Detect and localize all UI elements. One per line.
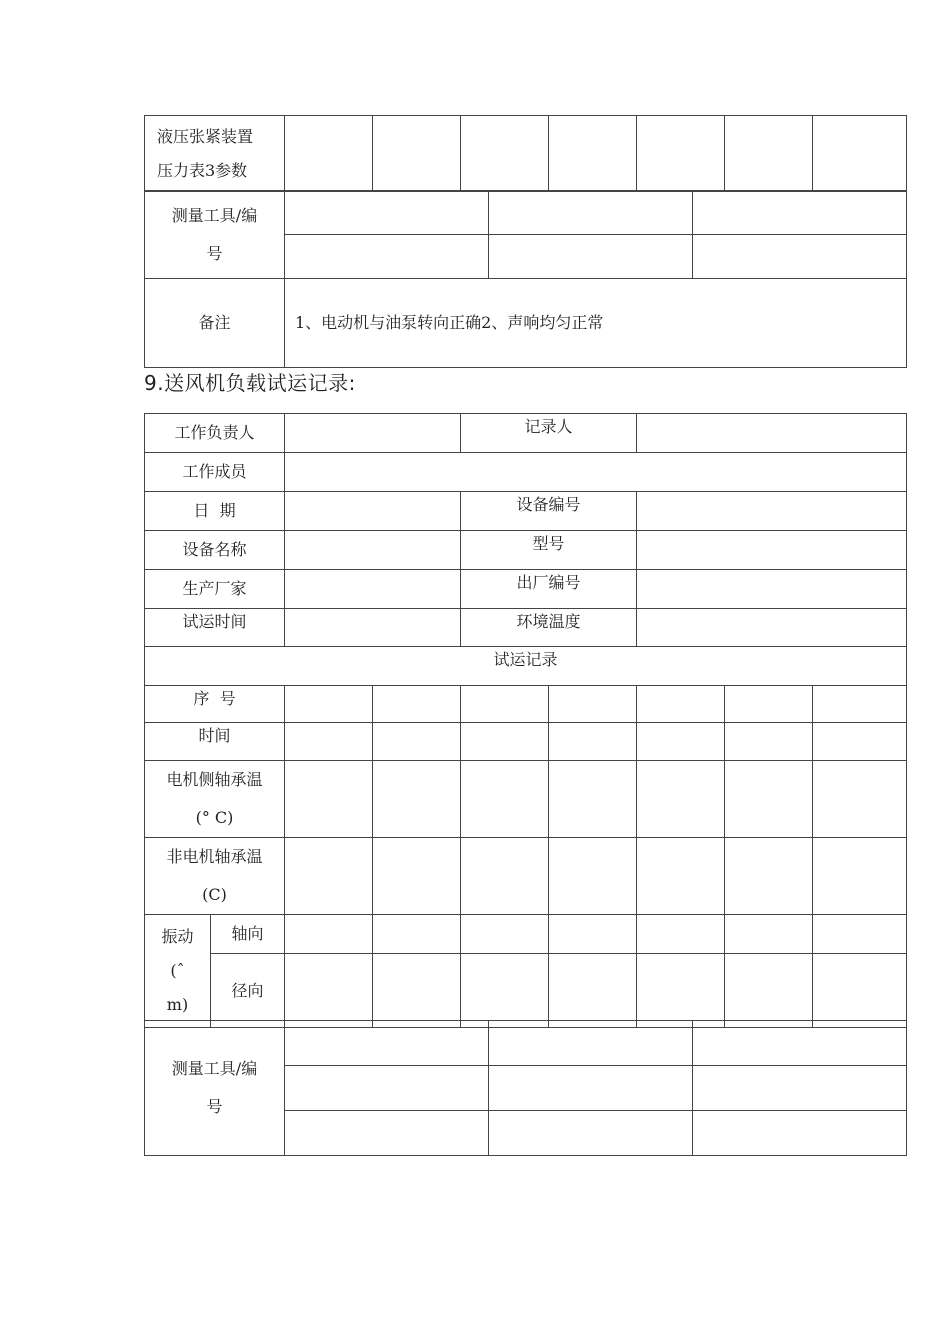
fan-tools-table — [144, 1020, 907, 1156]
recorder-value[interactable] — [637, 414, 907, 453]
tools-cell[interactable] — [489, 191, 693, 235]
test-record-heading: 试运记录 — [145, 647, 907, 686]
fan-measuring-tools-label: 测量工具/编 号 — [145, 1021, 285, 1156]
model-label: 型号 — [461, 531, 637, 570]
test-time-label: 试运时间 — [145, 609, 285, 647]
manufacturer-value[interactable] — [285, 570, 461, 609]
axial-cell[interactable] — [725, 915, 813, 954]
motor-temp-cell[interactable] — [373, 761, 461, 838]
serial-cell[interactable] — [461, 686, 549, 723]
motor-bearing-temp-label: 电机侧轴承温 (° C) — [145, 761, 285, 838]
fan-tools-cell[interactable] — [285, 1021, 489, 1066]
gauge-cell[interactable] — [373, 116, 461, 192]
motor-temp-cell[interactable] — [461, 761, 549, 838]
time-cell[interactable] — [725, 723, 813, 761]
fan-tools-cell[interactable] — [693, 1111, 907, 1156]
serial-cell[interactable] — [725, 686, 813, 723]
time-cell[interactable] — [285, 723, 373, 761]
nonmotor-temp-cell[interactable] — [725, 838, 813, 915]
equipment-no-label: 设备编号 — [461, 492, 637, 531]
fan-tools-cell[interactable] — [285, 1111, 489, 1156]
time-cell[interactable] — [637, 723, 725, 761]
radial-cell[interactable] — [461, 954, 549, 1028]
axial-cell[interactable] — [285, 915, 373, 954]
gauge-cell[interactable] — [637, 116, 725, 192]
radial-cell[interactable] — [285, 954, 373, 1028]
tools-cell[interactable] — [693, 191, 907, 235]
work-members-label: 工作成员 — [145, 453, 285, 492]
pump-tools-table — [144, 190, 907, 368]
radial-cell[interactable] — [373, 954, 461, 1028]
gauge-cell[interactable] — [461, 116, 549, 192]
gauge-cell[interactable] — [813, 116, 907, 192]
serial-cell[interactable] — [813, 686, 907, 723]
factory-no-label: 出厂编号 — [461, 570, 637, 609]
fan-tools-cell[interactable] — [285, 1066, 489, 1111]
date-value[interactable] — [285, 492, 461, 531]
non-motor-bearing-temp-label: 非电机轴承温 (C) — [145, 838, 285, 915]
tools-cell[interactable] — [285, 191, 489, 235]
test-time-value[interactable] — [285, 609, 461, 647]
nonmotor-temp-cell[interactable] — [813, 838, 907, 915]
gauge-cell[interactable] — [725, 116, 813, 192]
recorder-label: 记录人 — [461, 414, 637, 453]
tools-cell[interactable] — [285, 235, 489, 279]
equipment-no-value[interactable] — [637, 492, 907, 531]
time-cell[interactable] — [461, 723, 549, 761]
motor-temp-cell[interactable] — [637, 761, 725, 838]
serial-no-label: 序 号 — [145, 686, 285, 723]
axial-label: 轴向 — [211, 915, 285, 954]
radial-label: 径向 — [211, 954, 285, 1028]
remarks-text: 1、电动机与油泵转向正确2、声响均匀正常 — [285, 279, 907, 368]
serial-cell[interactable] — [637, 686, 725, 723]
manufacturer-label: 生产厂家 — [145, 570, 285, 609]
vibration-label: 振动 (ˆ m) — [145, 915, 211, 1028]
axial-cell[interactable] — [461, 915, 549, 954]
motor-temp-cell[interactable] — [813, 761, 907, 838]
nonmotor-temp-cell[interactable] — [373, 838, 461, 915]
hydraulic-gauge-label: 液压张紧装置 压力表3参数 — [145, 116, 285, 192]
time-cell[interactable] — [813, 723, 907, 761]
pump-parameters-table — [144, 115, 907, 192]
work-members-value[interactable] — [285, 453, 907, 492]
motor-temp-cell[interactable] — [725, 761, 813, 838]
fan-tools-cell[interactable] — [489, 1111, 693, 1156]
nonmotor-temp-cell[interactable] — [461, 838, 549, 915]
ambient-temp-label: 环境温度 — [461, 609, 637, 647]
factory-no-value[interactable] — [637, 570, 907, 609]
motor-temp-cell[interactable] — [549, 761, 637, 838]
radial-cell[interactable] — [549, 954, 637, 1028]
fan-tools-cell[interactable] — [693, 1066, 907, 1111]
section-title: 9.送风机负载试运记录: — [144, 371, 356, 395]
time-cell[interactable] — [373, 723, 461, 761]
radial-cell[interactable] — [813, 954, 907, 1028]
work-leader-label: 工作负责人 — [145, 414, 285, 453]
fan-load-test-table — [144, 413, 907, 1028]
motor-temp-cell[interactable] — [285, 761, 373, 838]
axial-cell[interactable] — [549, 915, 637, 954]
time-label: 时间 — [145, 723, 285, 761]
fan-tools-cell[interactable] — [693, 1021, 907, 1066]
serial-cell[interactable] — [549, 686, 637, 723]
date-label: 日 期 — [145, 492, 285, 531]
equipment-name-value[interactable] — [285, 531, 461, 570]
serial-cell[interactable] — [285, 686, 373, 723]
nonmotor-temp-cell[interactable] — [549, 838, 637, 915]
ambient-temp-value[interactable] — [637, 609, 907, 647]
fan-tools-cell[interactable] — [489, 1066, 693, 1111]
work-leader-value[interactable] — [285, 414, 461, 453]
gauge-cell[interactable] — [549, 116, 637, 192]
axial-cell[interactable] — [813, 915, 907, 954]
time-cell[interactable] — [549, 723, 637, 761]
radial-cell[interactable] — [637, 954, 725, 1028]
axial-cell[interactable] — [373, 915, 461, 954]
model-value[interactable] — [637, 531, 907, 570]
equipment-name-label: 设备名称 — [145, 531, 285, 570]
measuring-tools-label: 测量工具/编 号 — [145, 191, 285, 279]
serial-cell[interactable] — [373, 686, 461, 723]
radial-cell[interactable] — [725, 954, 813, 1028]
tools-cell[interactable] — [489, 235, 693, 279]
gauge-cell[interactable] — [285, 116, 373, 192]
axial-cell[interactable] — [637, 915, 725, 954]
tools-cell[interactable] — [693, 235, 907, 279]
nonmotor-temp-cell[interactable] — [637, 838, 725, 915]
nonmotor-temp-cell[interactable] — [285, 838, 373, 915]
fan-tools-cell[interactable] — [489, 1021, 693, 1066]
remarks-label: 备注 — [145, 279, 285, 368]
